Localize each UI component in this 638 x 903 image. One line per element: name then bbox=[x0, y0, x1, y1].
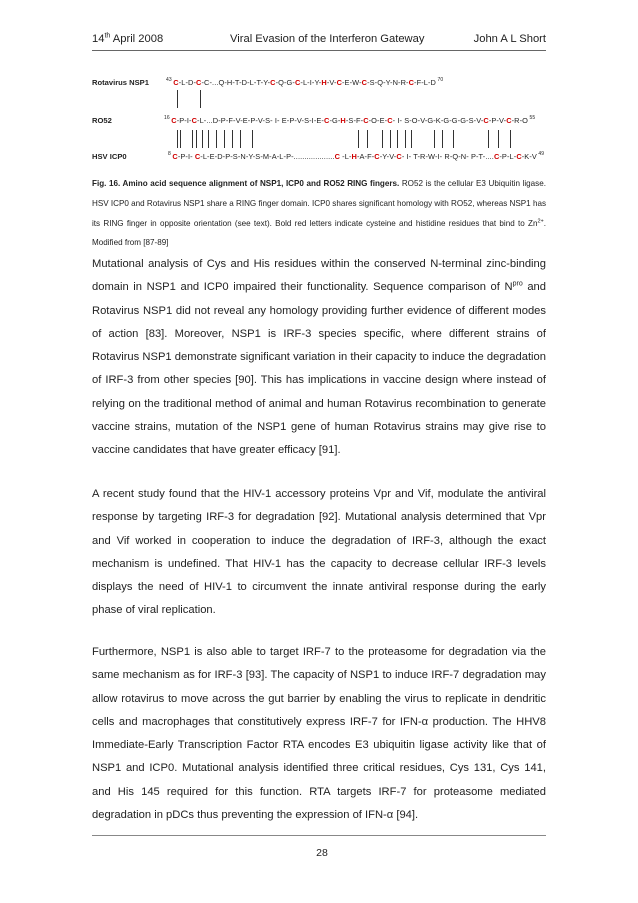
row-label: HSV ICP0 bbox=[92, 152, 127, 161]
sequence-segment: -L-E-D-P-S-N-Y-S-M-A-L-P-................... bbox=[200, 152, 335, 161]
zinc-binding-residue: C bbox=[334, 152, 341, 161]
zinc-binding-residue: C bbox=[172, 152, 178, 161]
sequence-segment: -F-L-D bbox=[414, 78, 436, 87]
zinc-binding-residue: C bbox=[361, 78, 368, 87]
page-number: 28 bbox=[316, 847, 328, 859]
sequence-segment: -P-I- bbox=[176, 116, 192, 125]
sequence-segment: -S-F- bbox=[345, 116, 364, 125]
sequence-start-number: 16 bbox=[164, 115, 172, 121]
sequence-segment: -P-I- bbox=[177, 152, 195, 161]
zinc-binding-residue: C bbox=[324, 116, 330, 125]
zinc-binding-residue: C bbox=[408, 78, 415, 87]
sequence-segment: -O-E- bbox=[368, 116, 388, 125]
footer-divider bbox=[92, 835, 546, 836]
sequence-segment: -C-...Q-H-T-D-L-T-Y- bbox=[201, 78, 271, 87]
zinc-binding-residue: C bbox=[516, 152, 522, 161]
page-header bbox=[92, 31, 546, 47]
zinc-binding-residue: C bbox=[270, 78, 276, 87]
zinc-binding-residue: H bbox=[351, 152, 357, 161]
sequence-start-number: 43 bbox=[166, 77, 174, 83]
sequence-segment: -S-Q-Y-N-R- bbox=[367, 78, 409, 87]
row-sequence bbox=[168, 150, 544, 164]
paragraph-1: Mutational analysis of Cys and His residues within the conserved N-terminal zinc-binding domain in NSP1 and ICP0 impaired their functionality. Sequence comparison of $N^{pro}$ and Rotavirus NSP1 did not reveal any homology providing further evidence of different modes of action [83]. Moreover, NSP1 is IRF-3 species specific, where different strains of Rotavirus NSP1 demonstrate significant variation in their capacity to induce the degradation of IRF-3 from other species [90]. This has implications in vaccine design where instead of relying on the traditional method of animal and human Rotavirus recombination to generate vaccine strains, mutation of the NSP1 gene of human Rotavirus strains may give rise to vaccine candidates that have greater efficacy [91]. bbox=[92, 258, 547, 457]
alignment-bars-bottom bbox=[92, 130, 552, 148]
sequence-segment: -P-V- bbox=[488, 116, 507, 125]
sequence-segment: -P-L- bbox=[499, 152, 517, 161]
alignment-bars-top bbox=[92, 90, 552, 108]
zinc-binding-residue: C bbox=[374, 152, 380, 161]
sequence-segment: -R-O bbox=[511, 116, 529, 125]
zinc-binding-residue: C bbox=[191, 116, 198, 125]
row-sequence bbox=[166, 76, 443, 90]
sequence-segment: -L-...D-P-F-V-E-P-V-S- I- E-P-V-S-I-E- bbox=[197, 116, 324, 125]
sequence-segment: -L-D- bbox=[178, 78, 197, 87]
paragraph-2: A recent study found that the HIV-1 accessory proteins Vpr and Vif, modulate the antiviral response by targeting IRF-3 for degradation [92]. Mutational analysis determined that Vpr and Vif worked in cooperation to induce the degradation of IRF-3, although the exact mechanism is undefined. That HIV-1 has the capacity to decrease cellular IRF-3 levels displays the need of HIV-1 to circumvent the innate antiviral response during the early phase of viral replication. bbox=[92, 488, 546, 617]
sequence-segment: -V- bbox=[326, 78, 337, 87]
zinc-binding-residue: C bbox=[171, 116, 177, 125]
sequence-end-number: 70 bbox=[435, 77, 444, 83]
zinc-binding-residue: C bbox=[173, 78, 179, 87]
sequence-segment: - I- T-R-W-I- R-Q-N- P-T-.... bbox=[401, 152, 494, 161]
sequence-segment: -K-V bbox=[521, 152, 537, 161]
sequence-segment: -L- bbox=[340, 152, 352, 161]
zinc-binding-residue: C bbox=[196, 78, 202, 87]
sequence-segment: - I- S-O-V-G-K-G-G-G-S-V- bbox=[392, 116, 484, 125]
zinc-binding-residue: C bbox=[506, 116, 512, 125]
header-title: Viral Evasion of the Interferon Gateway bbox=[230, 33, 425, 45]
row-label: RO52 bbox=[92, 116, 112, 125]
zinc-binding-residue: C bbox=[336, 78, 342, 87]
sequence-segment: -Q-G- bbox=[275, 78, 295, 87]
sequence-end-number: 49 bbox=[536, 151, 545, 157]
sequence-segment: -L-I-Y- bbox=[300, 78, 322, 87]
sequence-segment: -A-F- bbox=[356, 152, 375, 161]
sequence-alignment-figure bbox=[92, 76, 552, 172]
paragraph-3: Furthermore, NSP1 is also able to target IRF-7 to the proteasome for degradation via the same mechanism as for IRF-3 [93]. The capacity of NSP1 to induce IRF-7 degradation may allow rotavirus to move across the gut barrier by enabling the virus to replicate in dendritic cells and macrophages that constitutively express IRF-7 for IFN-α production. The HHV8 Immediate-Early Transcription Factor RTA encodes E3 ubiquitin ligase activity like that of NSP1 and ICP0. Mutational analysis identified three critical residues, Cys 131, Cys 141, and His 145 required for this function. RTA targets IRF-7 for proteasome mediated degradation in pDCs thus preventing the expression of IFN-α [94]. bbox=[92, 646, 546, 822]
zinc-binding-residue: C bbox=[493, 152, 500, 161]
sequence-segment: -Y-V- bbox=[379, 152, 397, 161]
sequence-start-number: 8 bbox=[168, 151, 173, 157]
figure-caption: Fig. 16. Amino acid sequence alignment of NSP1, ICP0 and RO52 RING fingers. RO52 is the cellular E3 Ubiquitin ligase. HSV ICP0 and Rotavirus NSP1 share a RING finger domain. ICP0 shares significant homology with RO52, whereas NSP1 has its RING finger in opposite orientation (see text). Bold red letters indicate cysteine and histidine residues that bind to $Zn^{2+}$. Modified from [87-89] bbox=[92, 179, 546, 248]
zinc-binding-residue: C bbox=[294, 78, 301, 87]
zinc-binding-residue: C bbox=[194, 152, 201, 161]
row-label: Rotavirus NSP1 bbox=[92, 78, 149, 87]
header-author: John A L Short bbox=[473, 33, 546, 45]
zinc-binding-residue: C bbox=[396, 152, 402, 161]
zinc-binding-residue: C bbox=[387, 116, 393, 125]
sequence-segment: -E-W- bbox=[342, 78, 362, 87]
zinc-binding-residue: H bbox=[340, 116, 346, 125]
row-sequence bbox=[164, 114, 535, 128]
sequence-segment: -G- bbox=[329, 116, 341, 125]
zinc-binding-residue: C bbox=[363, 116, 369, 125]
sequence-end-number: 55 bbox=[528, 115, 536, 121]
zinc-binding-residue: C bbox=[483, 116, 489, 125]
header-divider bbox=[92, 50, 546, 51]
zinc-binding-residue: H bbox=[321, 78, 327, 87]
header-date: 14th April 2008 bbox=[92, 32, 164, 45]
